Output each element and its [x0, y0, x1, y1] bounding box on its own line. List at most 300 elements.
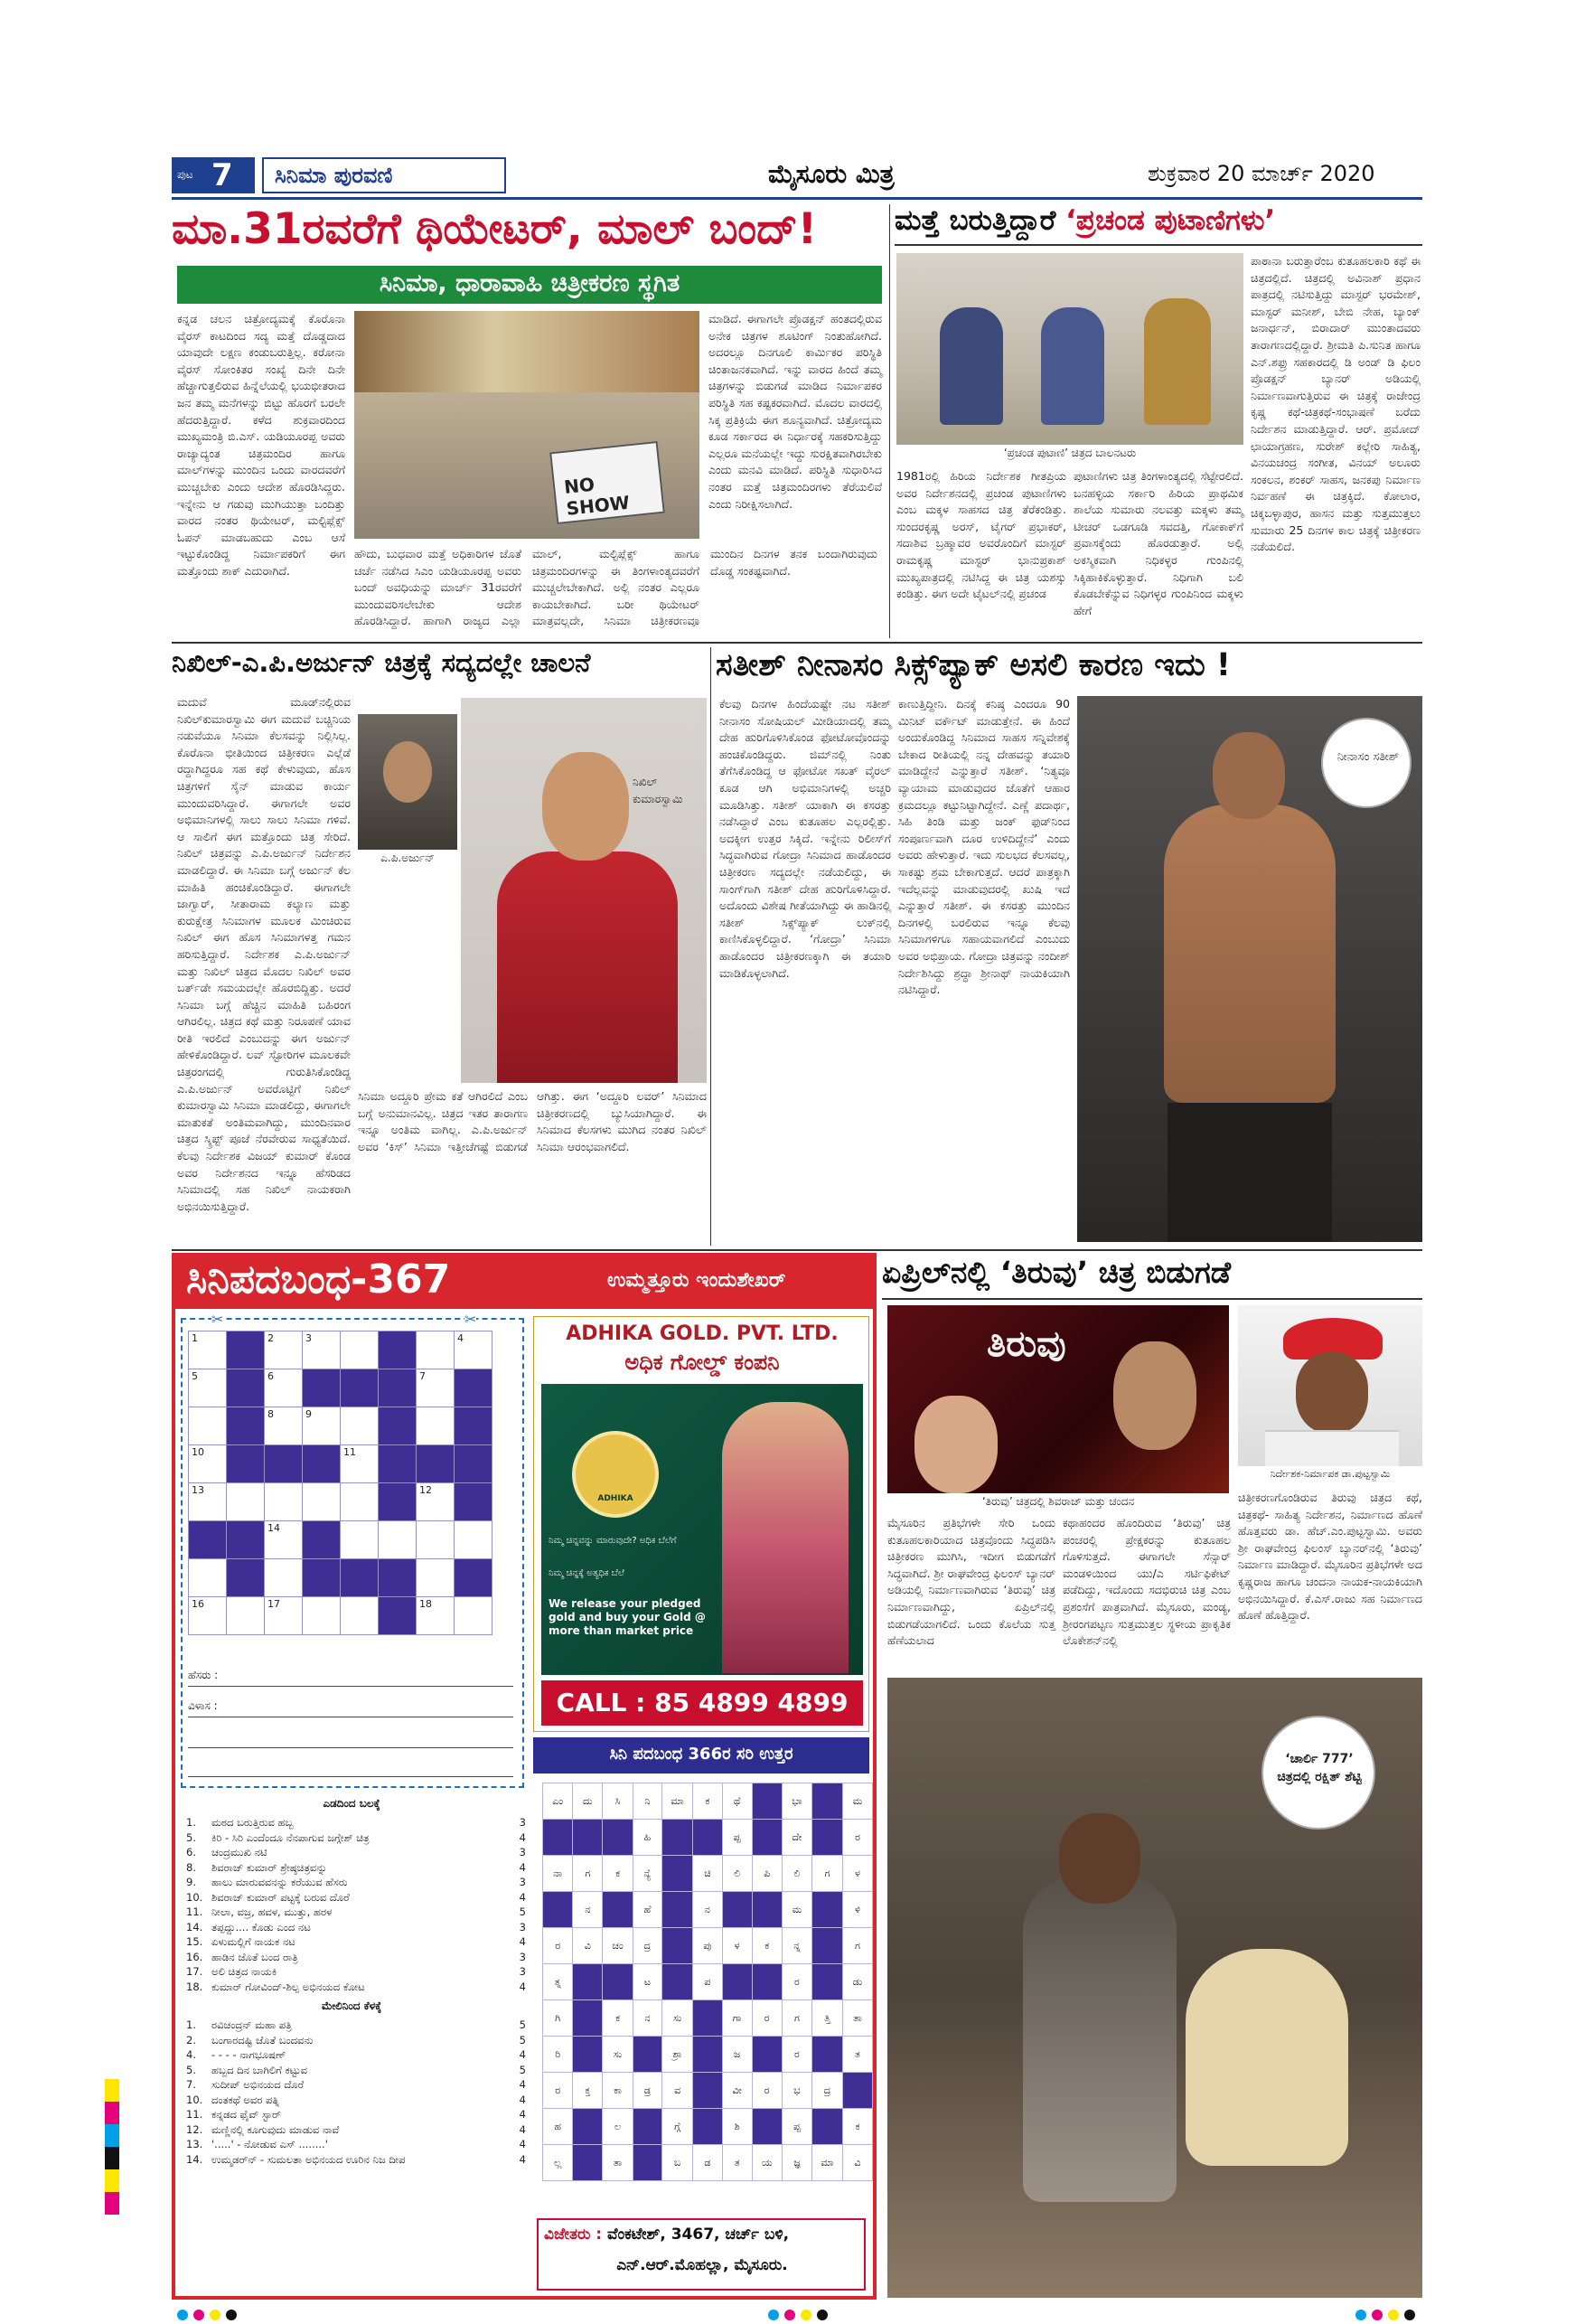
answer-cell: ಗಾ — [722, 2000, 752, 2037]
story1-col1: ಕನ್ನಡ ಚಲನ ಚಿತ್ರೋದ್ಯಮಕ್ಕೆ ಕೊರೊನಾ ವೈರಸ್ ಕಾಟದಿಂದ ಸದ್ಯ ಮತ್ತೆ ದೊಡ್ಡದಾದ ಯಾವುದೇ ಲಕ್ಷಣ ಕಂಡುಬರುತ್ತಿಲ್ಲ. ಕರೋನಾ ವೈರಸ್ ಸೋಂಕಿತರ ಸಂಖ್ಯೆ ದಿನೇ ದಿನೇ ಹೆಚ್ಚಾಗುತ್ತಲಿರುವ ಹಿನ್ನೆಲೆಯಲ್ಲಿ ಭಯಭೀತರಾದ ಜನ ತಮ್ಮ ಮನೆಗಳನ್ನು ಬಿಟ್ಟು ಹೊರಗೆ ಬರಲೇ ಹೆದರುತ್ತಿದ್ದಾರೆ. ಕಳೆದ ಶುಕ್ರವಾರದಿಂದ ಮುಖ್ಯಮಂತ್ರಿ ಬಿ.ಎಸ್. ಯಡಿಯೂರಪ್ಪ ಅವರು ರಾಜ್ಯಾದ್ಯಂತ ಚಿತ್ರಮಂದಿರ ಹಾಗೂ ಮಾಲ್‌ಗಳನ್ನು ಮುಂದಿನ ಒಂದು ವಾರದವರೆಗೆ ಮುಚ್ಚಬೇಕು ಎಂದು ಆದೇಶ ಹೊರಡಿಸಿದ್ದರು. ಇನ್ನೇನು ಆ ಗಡುವು ಮುಗಿಯುತ್ತಾ ಬಂದಿತ್ತು ವಾರದ ನಂತರ ಥಿಯೇಟರ್, ಮಲ್ಟಿಪ್ಲೆಕ್ಸ್ ಓಪನ್ ಮಾಡಬಹುದು ಎಂಬ ಆಸೆ ಇಟ್ಟುಕೊಂಡಿದ್ದ ನಿರ್ಮಾಪಕರಿಗೆ ಈಗ ಮತ್ತೊಂದು ಶಾಕ್ ಎದುರಾಗಿದೆ. — [177, 312, 345, 578]
answers-title-band — [533, 1737, 869, 1774]
answer-cell — [752, 2037, 782, 2073]
crossword-cell — [379, 1483, 417, 1521]
crossword-cell-number: 14 — [267, 1522, 280, 1534]
answer-cell: ಕ್ತ — [573, 2073, 603, 2109]
scissors-icon: ✂ — [211, 1311, 224, 1328]
answer-cell: ವಿ — [573, 1928, 603, 1964]
story4-col1: ಕೆಲವು ದಿನಗಳ ಹಿಂದೆಯಷ್ಟೇ ನಟ ಸತೀಶ್ ನೀನಾಸಂ ಸೋಷಿಯಲ್ ಮೀಡಿಯಾದಲ್ಲಿ ತಮ್ಮ ದೇಹ ಹುರಿಗೊಳಿಸಿಕೊಂಡ ಫೋಟೋವೊಂದನ್ನು ಹಂಚಿಕೊಂಡಿದ್ದರು. ಜಿಮ್‌ನಲ್ಲಿ ನಿಂತು ತೆಗೆಸಿಕೊಂಡಿದ್ದ ಆ ಫೋಟೋ ಸಖತ್ ವೈರಲ್ ಕೂಡ ಆಗಿ ಅಭಿಮಾನಿಗಳಲ್ಲಿ ಅಚ್ಚರಿ ಮೂಡಿಸಿತ್ತು. ಸತೀಶ್ ಯಾಕಾಗಿ ಈ ಕಸರತ್ತು ನಡೆಸಿದ್ದಾರೆ ಎಂಬ ಕುತೂಹಲ ಎಲ್ಲರಲ್ಲಿತ್ತು. ಅದಕ್ಕೀಗ ಉತ್ತರ ಸಿಕ್ಕಿದೆ. ಇನ್ನೇನು ರಿಲೀಸ್‌ಗೆ ಸಿದ್ಧವಾಗಿರುವ ಗೋದ್ರಾ ಸಿನಿಮಾದ ಹಾಡೊಂದರ ಚಿತ್ರೀಕರಣ ಸದ್ಯದಲ್ಲೇ ನಡೆಯಲಿದ್ದು, ಈ ಸಾಂಗ್‌ಗಾಗಿ ಸತೀಶ್ ದೇಹ ಹುರಿಗೊಳಿಸಿದ್ದಾರೆ. ಅದೊಂದು ವಿಶೇಷ ಗೀತೆಯಾಗಿದ್ದು ಈ ಹಾಡಿನಲ್ಲಿ ಸತೀಶ್ ಸಿಕ್ಸ್‌ಪ್ಯಾಕ್ ಲುಕ್‌ನಲ್ಲಿ ಕಾಣಿಸಿಕೊಳ್ಳಲಿದ್ದಾರೆ. ‘ಗೋದ್ರಾ’ ಸಿನಿಮಾ ಹಾಡೊಂದರ ಚಿತ್ರೀಕರಣಕ್ಕಾಗಿ ಈ ತಯಾರಿ ಮಾಡಿಕೊಳ್ಳಲಾಗಿದೆ. — [719, 697, 891, 980]
down-title: ಮೇಲಿನಿಂದ ಕೆಳಕ್ಕೆ — [321, 1999, 382, 2012]
answer-cell — [812, 1892, 843, 1928]
story2-side: ಪಾಠಾನಾ ಬರುತ್ತಾರೆಂಬ ಕುತೂಹಲಕಾರಿ ಕಥೆ ಈ ಚಿತ್ರದಲ್ಲಿದೆ. ಚಿತ್ರದಲ್ಲಿ ಅವಿನಾಶ್ ಪ್ರಧಾನ ಪಾತ್ರದಲ್ಲಿ ನಟಿಸುತ್ತಿದ್ದು ಮಾಸ್ಟರ್ ಭರಮೇಶ್, ಮಾಸ್ಟರ್ ಮನೀಶ್, ಬೇಬಿ ನೇಹ, ಬ್ಯಾಂಕ್ ಜನಾರ್ಧನ್, ಬಿರಾದಾರ್ ಮುಂತಾದವರು ತಾರಾಗಣದಲ್ಲಿದ್ದಾರೆ. ಶ್ರೀಮತಿ ಪಿ.ಸುನಿತ ಹಾಗೂ ಎನ್.ಶಫ್ರು ಸಹಕಾರದಲ್ಲಿ ಡಿ ಅಂಡ್ ಡಿ ಫಿಲಂ ಪ್ರೊಡಕ್ಷನ್ ಬ್ಯಾನರ್ ಅಡಿಯಲ್ಲಿ ನಿರ್ಮಾಣವಾಗುತ್ತಿರುವ ಈ ಚಿತ್ರಕ್ಕೆ ರಾಜೇಂದ್ರ ಕೃಷ್ಣ ಕಥೆ-ಚಿತ್ರಕಥೆ-ಸಂಭಾಷಣೆ ಬರೆದು ನಿರ್ದೇಶನ ಮಾಡುತ್ತಿದ್ದಾರೆ. ಆರ್. ಪ್ರಮೋದ್ ಛಾಯಾಗ್ರಹಣ, ಸುರೇಶ್ ಕಲ್ಲೇರಿ ಸಾಹಿತ್ಯ, ವಿನಯಚಂದ್ರ ಸಂಗೀತ, ವಿನಯ್ ಅಲೂರು ಸಂಕಲನ, ಶಂಕರ್ ಸಾಹಸ, ಜನಕಪು ನಿರ್ಮಾಣ ನಿರ್ವಹಣೆ ಈ ಚಿತ್ರಕ್ಕಿದೆ. ಕೋಲಾರ, ಚಿಕ್ಕಬಳ್ಳಾಪುರ, ಹಾಸನ ಮತ್ತು ಸುತ್ತಮುತ್ತಲು ಸುಮಾರು 25 ದಿನಗಳ ಕಾಲ ಚಿತ್ರಕ್ಕೆ ಚಿತ್ರೀಕರಣ ನಡೆಯಲಿದೆ. — [1251, 254, 1421, 554]
tiruvu-poster — [887, 1305, 1229, 1493]
page-label: ಪುಟ — [177, 168, 193, 181]
answer-cell — [722, 1964, 752, 2000]
tiruvu-poster-caption: ‘ತಿರುವು’ ಚಿತ್ರದಲ್ಲಿ ಶಿವರಾಜ್ ಮತ್ತು ಚಂದನ — [887, 1495, 1229, 1511]
answer-cell: ಸು — [603, 2037, 633, 2073]
crossword-cell — [265, 1369, 303, 1407]
address-label: ವಿಳಾಸ : — [188, 1699, 218, 1712]
crossword-cell — [227, 1521, 265, 1559]
clue-item — [186, 2018, 526, 2033]
answer-cell — [603, 1892, 633, 1928]
clue-length: 3 — [519, 1950, 526, 1963]
crossword-cell — [341, 1445, 379, 1483]
answer-cell — [633, 2037, 661, 2073]
answer-cell: ನ್ಯೆ — [633, 1856, 661, 1892]
answer-cell — [603, 1820, 633, 1856]
crossword-cell — [227, 1331, 265, 1369]
clue-item — [186, 2107, 526, 2122]
clue-length: 4 — [519, 1980, 526, 1993]
address-line — [188, 1696, 513, 1717]
answer-cell: ವೀ — [722, 2073, 752, 2109]
crossword-cell — [265, 1483, 303, 1521]
answer-cell: ಎಂ — [543, 1783, 573, 1820]
clue-number: 6. — [186, 1846, 196, 1858]
crossword-cell — [417, 1445, 455, 1483]
answer-cell: ರ — [543, 1928, 573, 1964]
winner-label: ವಿಜೇತರು : — [544, 2225, 603, 2244]
crossword-cell-number: 7 — [419, 1370, 426, 1382]
answer-cell — [603, 1964, 633, 2000]
clue-number: 17. — [186, 1965, 203, 1978]
story1-photo — [354, 311, 699, 539]
answer-cell: ಲಿ — [722, 1856, 752, 1892]
answer-cell: ರ — [842, 1820, 872, 1856]
answer-cell: ನ್ನ — [782, 1928, 811, 1964]
answer-cell: ತ — [722, 2145, 752, 2181]
clue-number: 1. — [186, 2018, 196, 2031]
clue-number: 11. — [186, 1905, 203, 1918]
answer-cell: ನ — [573, 1892, 603, 1928]
nikhil-photo — [461, 698, 707, 1083]
clue-item — [186, 1934, 526, 1950]
crossword-cell — [417, 1521, 455, 1559]
crossword-cell — [455, 1559, 492, 1597]
clue-length: 3 — [519, 1846, 526, 1858]
crossword-cell — [417, 1483, 455, 1521]
column-divider-top — [889, 204, 890, 638]
answer-cell — [752, 1964, 782, 2000]
clue-text: ಕನ್ನಡದ ಫೈವ್ ಸ್ಟಾರ್ — [211, 2108, 281, 2121]
answer-cell — [573, 2037, 603, 2073]
ad-call-band — [541, 1680, 863, 1726]
clue-length: 4 — [519, 2138, 526, 2150]
answer-cell: ಕ — [603, 2000, 633, 2037]
crossword-cell-number: 3 — [305, 1332, 312, 1344]
crossword-cell — [341, 1407, 379, 1445]
clue-text: ಬಂಗಾರದಷ್ಟಿ ಜೊತೆ ಬಂದವನು — [211, 2033, 314, 2046]
answer-cell: ಡ್ರ — [633, 2073, 661, 2109]
answer-cell: ಬ — [662, 2145, 693, 2181]
adhika-emblem — [572, 1431, 659, 1518]
answer-cell: ಶಿ — [722, 2109, 752, 2145]
answer-cell — [812, 2109, 843, 2145]
winner-line-2: ಎನ್.ಆರ್.ಮೊಹಲ್ಲಾ, ಮೈಸೂರು. — [616, 2256, 788, 2274]
clue-number: 5. — [186, 1830, 196, 1844]
crossword-cell — [189, 1331, 227, 1369]
crossword-cell — [341, 1559, 379, 1597]
clue-text: ಕುಮಾರ್ ಗೋವಿಂದ್-ಶಿಲ್ಪ ಅಭಿನಯದ ಕೋಟ — [211, 1980, 365, 1993]
story2-col2: ಪುಟಾಣಿಗಳು ಚಿತ್ರ ತಿಂಗಳಾಂತ್ಯದಲ್ಲಿ ಸೆಟ್ಟೇರಲಿದೆ. ಬನಹಳ್ಳಿಯ ಸರ್ಕಾರಿ ಹಿರಿಯ ಪ್ರಾಥಮಿಕ ಶಾಲೆಯ ಸುಮಾರು ನಲವತ್ತು ಮಕ್ಕಳು ತಮ್ಮ ಟೀಚರ್ ಒಡಗೂಡಿ ಸವದತ್ತಿ, ಗೋಕಾಕ್‌ಗೆ ಪ್ರವಾಸಕ್ಕೆಂದು ಹೊರಡುತ್ತಾರೆ. ಅಲ್ಲಿ ಅಕಸ್ಮಿಕವಾಗಿ ನಿಧಿಕಳ್ಳರ ಗುಂಪಿನಲ್ಲಿ ಸಿಕ್ಕಿಹಾಕಿಕೊಳ್ಳುತ್ತಾರೆ. ನಿಧಿಗಾಗಿ ಬಲಿ ಕೊಡಬೇಕೆನ್ನುವ ನಿಧಿಗಳ್ಳರ ಗುಂಪಿನಿಂದ ಮಕ್ಕಳು ಹೇಗೆ — [1074, 469, 1243, 617]
story2-col1: 1981ರಲ್ಲಿ ಹಿರಿಯ ನಿರ್ದೇಶಕ ಗೀತಪ್ರಿಯ ಅವರ ನಿರ್ದೇಶನದಲ್ಲಿ ಪ್ರಚಂಡ ಪುಟಾಣಿಗಳು ಎಂಬ ಮಕ್ಕಳ ಸಾಹಸದ ಚಿತ್ರ ತೆರೆಕಂಡಿತ್ತು. ಸುಂದರಕೃಷ್ಣ ಅರಸ್, ಟೈಗರ್ ಪ್ರಭಾಕರ್, ಸದಾಶಿವ ಬ್ರಹ್ಮಾವರ ಅವರೊಂದಿಗೆ ಮಾಸ್ಟರ್ ರಾಮಕೃಷ್ಣ ಮಾಸ್ಟರ್ ಭಾನುಪ್ರಕಾಶ್ ಮುಖ್ಯಪಾತ್ರದಲ್ಲಿ ನಟಿಸಿದ್ದ ಈ ಚಿತ್ರ ಯಶಸ್ಸು ಕಂಡಿತ್ತು. ಈಗ ಅದೇ ಟೈಟಲ್‌ನಲ್ಲಿ ಪ್ರಚಂಡ — [896, 469, 1066, 601]
crossword-cell — [227, 1559, 265, 1597]
registration-dots-left — [177, 2307, 242, 2324]
answer-cell: ಯ — [752, 2145, 782, 2181]
clue-number: 14. — [186, 2152, 203, 2166]
crossword-cell — [417, 1597, 455, 1635]
answer-cell: ಭಾ — [782, 1783, 811, 1820]
clue-item — [186, 1964, 526, 1980]
answer-cell — [752, 1783, 782, 1820]
crossword-cell — [455, 1331, 492, 1369]
crossword-cell-number: 10 — [192, 1446, 204, 1458]
clue-number: 13. — [186, 2138, 203, 2150]
clue-item — [186, 2047, 526, 2063]
clue-number: 1. — [186, 1816, 196, 1829]
clue-text: ಹಾಡಿನ ಜೊತೆ ಬಂದ ರಾತ್ರಿ — [211, 1950, 298, 1963]
clue-length: 4 — [519, 2152, 526, 2166]
crossword-panel — [172, 1253, 877, 2300]
actress-face — [914, 1396, 998, 1493]
answer-cell: ತಾ — [842, 2000, 872, 2037]
answer-cell: ತಾ — [603, 2145, 633, 2181]
answer-cell: ನ — [693, 1892, 723, 1928]
answer-cell — [752, 2109, 782, 2145]
clue-length: 4 — [519, 2122, 526, 2136]
charlie-badge — [1261, 1716, 1375, 1830]
clue-number: 10. — [186, 2093, 203, 2106]
actor-face — [1113, 1341, 1196, 1450]
answer-cell: ನಾ — [543, 1856, 573, 1892]
clue-text: ಮಠದ ಬರುತ್ತಿರುವ ಹಬ್ಬ — [211, 1816, 294, 1829]
director-photo — [1238, 1305, 1422, 1466]
crossword-cell-number: 18 — [419, 1598, 432, 1610]
clue-number: 12. — [186, 2122, 203, 2136]
nikhil-shirt — [497, 852, 678, 1083]
crossword-cell-number: 16 — [192, 1598, 204, 1610]
answer-cell: ತ್ತಿ — [812, 2000, 843, 2037]
answer-cell — [752, 1820, 782, 1856]
section-name-box — [262, 157, 506, 193]
issue-date: ಶುಕ್ರವಾರ 20 ಮಾರ್ಚ್ 2020 — [1148, 161, 1375, 186]
crossword-cell — [303, 1407, 341, 1445]
crossword-cell — [379, 1445, 417, 1483]
clue-text: ಹಬ್ಬದ ದಿನ ಬಾಗಿಲಿಗೆ ಕಟ್ಟುವ — [211, 2063, 308, 2076]
answer-cell — [543, 1892, 573, 1928]
paper-name: ಮೈಸೂರು ಮಿತ್ರ — [768, 159, 895, 189]
story1-col2a: ಹೌದು, ಬುಧವಾರ ಮತ್ತೆ ಅಧಿಕಾರಿಗಳ ಜೊತೆ ಚರ್ಚೆ ನಡೆಸಿದ ಸಿಎಂ ಯಡಿಯೂರಪ್ಪ ಅವರು ಬಂದ್ ಅವಧಿಯನ್ನು ಮಾರ್ಚ್ 31ರವರೆಗೆ ಮುಂದುವರಿಸಲೇಬೇಕು ಆದೇಶ ಹೊರಡಿಸಿದ್ದಾರೆ. ಹಾಗಾಗಿ ರಾಜ್ಯದ ಎಲ್ಲಾ ಮಾಲ್, ಮಲ್ಟಿಪ್ಲೆಕ್ಸ್ ಹಾಗೂ ಚಿತ್ರಮಂದಿರಗಳನ್ನು ಈ ತಿಂಗಳಾಂತ್ಯದವರೆಗೆ ಮುಚ್ಚಲೇಬೇಕಾಗಿದೆ. ಅಲ್ಲಿ ನಂತರ ಎಲ್ಲರೂ ಕಾಯಬೇಕಾಗಿದೆ. ಬರೀ ಥಿಯೇಟರ್ ಮಾತ್ರವಲ್ಲದೇ, ಸಿನಿಮಾ ಚಿತ್ರೀಕರಣವೂ ಮುಂದಿನ ದಿನಗಳ ತನಕ ಬಂದಾಗಿರುವುದು ದೊಡ್ಡ ಸಂಕಷ್ಟವಾಗಿದೆ. — [354, 547, 877, 628]
crossword-cell-number: 13 — [192, 1484, 204, 1496]
answer-cell: ದು — [573, 1783, 603, 1820]
answer-cell — [693, 2109, 723, 2145]
answer-cell: ವಿ — [842, 2145, 872, 2181]
answer-cell: ನ — [633, 2000, 661, 2037]
masthead — [172, 157, 1422, 193]
story2-photo — [896, 253, 1243, 445]
crossword-cell — [265, 1521, 303, 1559]
clue-item — [186, 1830, 526, 1846]
answer-cell — [693, 2037, 723, 2073]
crossword-cell — [417, 1369, 455, 1407]
answer-cell: ಪಿ — [752, 1856, 782, 1892]
crossword-cell-number: 12 — [419, 1484, 432, 1496]
crossword-cell-number: 6 — [267, 1370, 274, 1382]
answer-cell: ಗ — [812, 1856, 843, 1892]
charlie-label: ‘ಚಾರ್ಲಿ 777’ ಚಿತ್ರದಲ್ಲಿ ರಕ್ಷಿತ್ ಶೆಟ್ಟಿ — [1277, 1752, 1362, 1784]
crossword-title: ಸಿನಿಪದಬಂಧ-367 — [186, 1256, 451, 1303]
story5-col1: ಮೈಸೂರಿನ ಪ್ರತಿಭೆಗಳೇ ಸೇರಿ ಒಂದು ಕುತೂಹಲಕಾರಿಯಾದ ಚಿತ್ರವೊಂದು ಸಿದ್ಧಪಡಿಸಿ ಚಿತ್ರೀಕರಣ ಮುಗಿಸಿ, ಇದೀಗ ಬಿಡುಗಡೆಗೆ ಸಿದ್ಧವಾಗಿದೆ. ಶ್ರೀ ರಾಘವೇಂದ್ರ ಫಿಲಂಸ್ ಬ್ಯಾನರ್ ಅಡಿಯಲ್ಲಿ ನಿರ್ಮಾಣವಾಗಿರುವ ‘ತಿರುವು’ ಚಿತ್ರ ನಿರ್ಮಾಣವಾಗಿದ್ದು, ಏಪ್ರಿಲ್‌ನಲ್ಲಿ ಬಿಡುಗಡೆಯಾಗಲಿದೆ. ಒಂದು ಕೊಲೆಯ ಸುತ್ತ ಹೆಣೆಯಲಾದ — [887, 1516, 1055, 1648]
ad-kn-line1: ನಿಮ್ಮ ಚಿನ್ನವನ್ನು ಮಾರುವುದೇ? ಅಧಿಕ ಬೆಲೆಗೆ — [549, 1536, 677, 1546]
answer-cell — [573, 1820, 603, 1856]
answer-cell: ರ — [752, 2073, 782, 2109]
crossword-cell-number: 11 — [343, 1446, 356, 1458]
answer-cell: ಲಿ — [782, 1856, 811, 1892]
name-line — [188, 1665, 513, 1687]
story1-headline: ಮಾ.31ರವರೆಗೆ ಥಿಯೇಟರ್, ಮಾಲ್ ಬಂದ್! — [172, 204, 818, 254]
winner-line-1 — [544, 2225, 860, 2244]
story2-photo-caption: ‘ಪ್ರಚಂಡ ಪುಟಾಣಿ’ ಚಿತ್ರದ ಬಾಲನಟರು — [896, 447, 1243, 463]
crossword-cell — [265, 1445, 303, 1483]
clue-number: 2. — [186, 2033, 196, 2046]
answer-cell: ಹೆ — [633, 1892, 661, 1928]
clue-item — [186, 2122, 526, 2138]
color-bar — [105, 2079, 119, 2215]
crossword-cell — [227, 1369, 265, 1407]
crossword-cell — [379, 1559, 417, 1597]
satish-head — [1213, 732, 1285, 819]
answer-cell — [543, 1820, 573, 1856]
column-divider-mid — [710, 647, 711, 1246]
story5-col3: ಚಿತ್ರೀಕರಣಗೊಂಡಿರುವ ತಿರುವು ಚಿತ್ರದ ಕಥೆ, ಚಿತ್ರಕಥೆ- ಸಾಹಿತ್ಯ ನಿರ್ದೇಶನ, ನಿರ್ಮಾಣದ ಹೊಣೆ ಹೊತ್ತವರು ಡಾ. ಹೆಚ್.ಎಂ.ಪುಟ್ಟಸ್ವಾಮಿ. ಅವರು ಶ್ರೀ ರಾಘವೇಂದ್ರ ಫಿಲಂಸ್ ಬ್ಯಾನರ್‌ನಲ್ಲಿ ‘ತಿರುವು’ ನಿರ್ಮಾಣ ಮಾಡಿದ್ದಾರೆ. ಮೈಸೂರಿನ ಪ್ರತಿಭೆಗಳೇ ಅದ ಕೃಷ್ಣರಾಜ ಹಾಗೂ ಚಂದನಾ ನಾಯಕ-ನಾಯಕಿಯಾಗಿ ಅಭಿನಯಿಸಿದ್ದಾರೆ. ಕೆ.ಎಸ್.ರಾಜು ಸಹ ನಿರ್ಮಾಣದ ಹೊಣೆ ಹೊತ್ತಿದ್ದಾರೆ. — [1238, 1491, 1422, 1623]
story2-headline-prefix: ಮತ್ತೆ ಬರುತ್ತಿದ್ದಾರೆ — [895, 204, 1056, 237]
story2-rule — [895, 244, 1422, 246]
clue-text: ಶಿವರಾಜ್ ಕುಮಾರ್ ಪಟ್ಟಕ್ಕೆ ಬರುವ ದೊರೆ — [211, 1890, 350, 1904]
clue-length: 4 — [519, 1935, 526, 1948]
clue-text: ದಂತಕಥೆ ಅವರ ಪತ್ನಿ — [211, 2093, 280, 2106]
clue-item — [186, 1905, 526, 1920]
crossword-cell — [341, 1521, 379, 1559]
arjun-caption: ಎ.ಪಿ.ಅರ್ಜುನ್ — [358, 852, 457, 868]
crossword-cell-number: 8 — [267, 1408, 274, 1420]
answer-cell: ಭ — [782, 2073, 811, 2109]
answer-cell — [693, 2000, 723, 2037]
crossword-cell — [189, 1445, 227, 1483]
satish-torso — [1164, 804, 1336, 1103]
crossword-cell — [303, 1445, 341, 1483]
ad-call: CALL : 85 4899 4899 — [556, 1688, 849, 1717]
crossword-cell-number: 17 — [267, 1598, 280, 1610]
clue-text: ನೀಲಾ, ವಜ್ರ, ಹವಳ, ಮುತ್ತು, ಹರಳ — [211, 1905, 333, 1918]
crossword-cell-number: 4 — [457, 1332, 464, 1344]
clue-number: 5. — [186, 2063, 196, 2076]
answer-cell — [722, 1892, 752, 1928]
registration-dots-right — [1355, 2307, 1421, 2324]
registration-dots-mid — [768, 2307, 833, 2324]
answer-cell — [633, 2109, 661, 2145]
no-show-text: NO SHOW — [563, 473, 631, 520]
clue-item — [186, 1860, 526, 1876]
answer-cell: ಮ — [782, 1892, 811, 1928]
story4-col2: ಕಾಣುತ್ತಿದ್ದೀನಿ. ದಿನಕ್ಕೆ ಕನಿಷ್ಠ ಎಂದರೂ 90 ಮಿನಿಟ್ ವರ್ಕೌಟ್ ಮಾಡುತ್ತೇನೆ. ಈ ಹಿಂದೆ ಅಂದುಕೊಂಡಿದ್ದ ಸಿನಿಮಾದ ಸಾಹಸ ಸನ್ನಿವೇಶಕ್ಕೆ ಬೇಕಾದ ರೀತಿಯಲ್ಲಿ ನನ್ನ ದೇಹವನ್ನು ತಯಾರಿ ಮಾಡಿದ್ದೇನೆ ಎನ್ನುತ್ತಾರೆ ಸತೀಶ್. ‘ನಿತ್ಯವೂ ವ್ಯಾಯಾಮ ಮಾಡುವುದರ ಜೊತೆಗೆ ಆಹಾರ ಕ್ರಮದಲ್ಲೂ ಕಟ್ಟುನಿಟ್ಟಾಗಿದ್ದೇನೆ. ಎಣ್ಣೆ ಪದಾರ್ಥ, ಸಿಹಿ ತಿಂಡಿ ಮತ್ತು ಜಂಕ್ ಫುಡ್‌ನಿಂದ ಸಂಪೂರ್ಣವಾಗಿ ದೂರ ಉಳಿದಿದ್ದೇನೆ’ ಎಂದು ಅವರು ಹೇಳುತ್ತಾರೆ. ಇದು ಸುಲಭದ ಕೆಲಸವಲ್ಲ, ಸಾಕಷ್ಟು ಶ್ರಮ ಬೇಕಾಗುತ್ತದೆ. ಆದರೆ ಪಾತ್ರಕ್ಕಾಗಿ ಇದೆಲ್ಲವನ್ನು ಮಾಡುವುದರಲ್ಲಿ ಖುಷಿ ಇದೆ ಎನ್ನುತ್ತಾರೆ ಸತೀಶ್. ಈ ಕಸರತ್ತು ಮುಂದಿನ ದಿನಗಳಲ್ಲಿ ಬರಲಿರುವ ಇನ್ನೂ ಕೆಲವು ಸಿನಿಮಾಗಳಿಗೂ ಸಹಾಯವಾಗಲಿದೆ ಎಂಬುದು ಅವರ ಅಭಿಪ್ರಾಯ. ಗೋದ್ರಾ ಚಿತ್ರವನ್ನು ನಂದೀಶ್ ನಿರ್ದೇಶಿಸಿದ್ದು ಶ್ರದ್ಧಾ ಶ್ರೀನಾಥ್ ನಾಯಕಿಯಾಗಿ ನಟಿಸಿದ್ದಾರೆ. — [898, 697, 1070, 997]
crossword-cell — [303, 1369, 341, 1407]
answer-cell: ಚಿ — [693, 1856, 723, 1892]
crossword-cell — [379, 1521, 417, 1559]
clue-length: 3 — [519, 1965, 526, 1978]
answer-cell: ಗಿ — [543, 2000, 573, 2037]
clue-number: 18. — [186, 1980, 203, 1993]
crossword-grid — [188, 1331, 492, 1635]
answer-cell — [573, 2000, 603, 2037]
answer-cell — [693, 1820, 723, 1856]
answer-cell: ಪ್ಪ — [722, 1820, 752, 1856]
answer-cell: ಕ — [752, 1928, 782, 1964]
crossword-cell — [341, 1369, 379, 1407]
crossword-cell-number: 5 — [192, 1370, 198, 1382]
winner-box — [537, 2218, 866, 2291]
crossword-cell — [303, 1559, 341, 1597]
child-figure-3 — [1144, 298, 1211, 425]
clue-number: 16. — [186, 1950, 203, 1963]
answer-cell: ಮಾ — [812, 2145, 843, 2181]
clue-text: - - - - ನಾಗಭೂಷಣ್ — [211, 2048, 286, 2061]
clue-item — [186, 1920, 526, 1935]
section-name: ಸಿನಿಮಾ ಪುರವಣಿ — [275, 163, 393, 188]
clue-number: 10. — [186, 1890, 203, 1904]
answer-cell: ದ್ರ — [812, 2073, 843, 2109]
satish-label: ನೀನಾಸಂ ಸತೀಶ್ — [1336, 750, 1400, 764]
crossword-cell — [189, 1483, 227, 1521]
answer-cell: ಗ — [782, 2000, 811, 2037]
crossword-cell — [379, 1407, 417, 1445]
answer-cell — [662, 1892, 693, 1928]
ad-company-kn: ಅಧಿಕ ಗೋಲ್ಡ್ ಕಂಪನಿ — [624, 1350, 780, 1375]
crossword-cell-number: 2 — [267, 1332, 274, 1344]
clue-length: 5 — [519, 1905, 526, 1918]
crossword-cell — [189, 1597, 227, 1635]
clue-length: 5 — [519, 2033, 526, 2046]
answer-cell: ಳಿ — [842, 1892, 872, 1928]
clue-item — [186, 1950, 526, 1965]
clue-text: '.....' - ನೋಡುವ ಎಸ್ ........' — [211, 2138, 328, 2150]
clue-length: 4 — [519, 2078, 526, 2091]
clue-item — [186, 1980, 526, 1995]
answer-cell: ಪ್ಪ — [782, 2109, 811, 2145]
clue-text: ಅಲಿ ಚಿತ್ರದ ನಾಯಕಿ — [211, 1965, 277, 1978]
answer-cell: ಜ — [722, 2037, 752, 2073]
answer-cell — [812, 1928, 843, 1964]
story2-headline-quote: ‘ಪ್ರಚಂಡ ಪುಟಾಣಿಗಳು’ — [1065, 204, 1276, 237]
crossword-cell — [455, 1369, 492, 1407]
satish-trousers — [1168, 1103, 1332, 1242]
clue-text: ಕಿರಿ - ಸಿರಿ ಎಂದೆಂದೂ ನೆನಪಾಗುವ ಜಗ್ಗೇಶ್ ಚಿತ್ರ — [211, 1830, 370, 1844]
crossword-cell — [379, 1369, 417, 1407]
rakshit-head — [1059, 1813, 1140, 1904]
crossword-cell — [303, 1521, 341, 1559]
crossword-cell — [265, 1407, 303, 1445]
winner-text: ವೆಂಕಟೇಶ್, 3467, ಚರ್ಚ್ ಬಳಿ, — [607, 2225, 790, 2244]
nikhil-caption-text: ನಿಖಿಲ್ ಕುಮಾರಸ್ವಾಮಿ — [633, 776, 683, 805]
crossword-cell — [265, 1597, 303, 1635]
theatre-facade — [354, 311, 699, 392]
clue-length: 4 — [519, 2048, 526, 2061]
clue-item — [186, 1845, 526, 1860]
arjun-face — [383, 741, 432, 803]
crossword-cell — [303, 1597, 341, 1635]
across-title: ಎಡದಿಂದ ಬಲಕ್ಕೆ — [323, 1797, 380, 1810]
crossword-cell — [265, 1559, 303, 1597]
story1-subhead-band — [177, 266, 882, 304]
answer-cell — [662, 1820, 693, 1856]
no-show-board — [549, 441, 665, 524]
clue-item — [186, 2077, 526, 2093]
name-label: ಹೆಸರು : — [188, 1669, 219, 1681]
crossword-header — [175, 1256, 873, 1309]
crossword-cell — [341, 1483, 379, 1521]
answer-cell: ಶ್ರಾ — [662, 2037, 693, 2073]
answer-cell: ಚಂ — [603, 1928, 633, 1964]
address-line-3 — [188, 1755, 513, 1777]
clue-text: ರವಿಚಂದ್ರನ್ ಮಹಾ ಪತ್ರಿ — [211, 2018, 292, 2031]
clue-number: 15. — [186, 1935, 203, 1948]
crossword-cell — [227, 1445, 265, 1483]
answer-cell — [573, 1964, 603, 2000]
clue-length: 3 — [519, 1876, 526, 1888]
scissors-icon: ✂ — [464, 1311, 477, 1328]
crossword-cell — [455, 1445, 492, 1483]
crossword-cell — [227, 1597, 265, 1635]
across-clues — [186, 1815, 526, 1994]
answer-cell — [812, 1820, 843, 1856]
clue-length: 4 — [519, 1830, 526, 1844]
clue-length: 4 — [519, 1890, 526, 1904]
crossword-cell — [455, 1521, 492, 1559]
page-number-box — [172, 157, 255, 193]
clue-number: 8. — [186, 1860, 196, 1874]
answer-cell: ಳ — [842, 1856, 872, 1892]
answer-cell: ಕ — [603, 1856, 633, 1892]
answers-title: ಸಿನಿ ಪದಬಂಧ 366ರ ಸರಿ ಉತ್ತರ — [609, 1745, 793, 1764]
clue-text: ಸುದೀಪ್ ಅಭಿನಯದ ದೊರೆ — [211, 2078, 305, 2091]
answer-grid — [542, 1783, 873, 2181]
answer-cell: ಜ್ಞ — [782, 2145, 811, 2181]
answer-cell: ಕ — [842, 2109, 872, 2145]
answer-cell: ರ — [782, 2037, 811, 2073]
clue-length: 3 — [519, 1920, 526, 1934]
ad-kn-line2: ನಿಮ್ಮ ಚಿನ್ನಕ್ಕೆ ಅತ್ಯಧಿಕ ಬೆಲೆ — [549, 1568, 624, 1578]
story3-col1: ಮದುವೆ ಮೂಡ್‌ನಲ್ಲಿರುವ ನಿಖಿಲ್‌ಕುಮಾರಸ್ವಾಮಿ ಈಗ ಮದುವೆ ಬಚ್ಚಿನಿಯ ನಡುವೆಯೂ ಸಿನಿಮಾ ಕೆಲಸವನ್ನು ನಿಲ್ಲಿಸಿಲ್ಲ. ಕೊರೊನಾ ಭೀತಿಯಿಂದ ಚಿತ್ರೀಕರಣ ಎಲ್ಲೆಡೆ ರದ್ದಾಗಿದ್ದರೂ ಸಹ ಕಥೆ ಕೇಳುವುದು, ಹೊಸ ಚಿತ್ರಗಳಿಗೆ ಸೈನ್ ಮಾಡುವ ಕಾರ್ಯ ಮುಂದುವರಿಸಿದ್ದಾರೆ. ಈಗಾಗಲೇ ಅವರ ಅಭಿಮಾನಿಗಳಲ್ಲಿ ಸಾಲು ಸಾಲು ಸಿನಿಮಾ ಗಳಿವೆ. ಆ ಸಾಲಿಗೆ ಈಗ ಮತ್ತೊಂದು ಚಿತ್ರ ಸೇರಿದೆ. ನಿಖಿಲ್ ಚಿತ್ರವನ್ನು ಎ.ಪಿ.ಅರ್ಜುನ್ ನಿರ್ದೇಶನ ಮಾಡಲಿದ್ದಾರೆ. ಈ ಸಿನಿಮಾ ಬಗ್ಗೆ ಅರ್ಜುನ್ ಕೆಲ ಮಾಹಿತಿ ಹಂಚಿಕೊಂಡಿದ್ದಾರೆ. ಈಗಾಗಲೇ ಜಾಗ್ವಾರ್, ಸೀತಾರಾಮ ಕಲ್ಯಾಣ ಮತ್ತು ಕುರುಕ್ಷೇತ್ರ ಸಿನಿಮಾಗಳ ಮೂಲಕ ಮಿಂಚಿರುವ ನಿಖಿಲ್ ಈಗ ಹೊಸ ಸಿನಿಮಾಗಳತ್ತ ಗಮನ ಹರಿಸುತ್ತಿದ್ದಾರೆ. ನಿರ್ದೇಶಕ ಎ.ಪಿ.ಅರ್ಜುನ್ ಮತ್ತು ನಿಖಿಲ್ ಚಿತ್ರದ ಮೊದಲ ನಿಖಿಲ್ ಅವರ ಬರ್ತ್‌ಡೇ ಸಮಯದಲ್ಲೇ ಹೊರಬಿದ್ದಿತ್ತು. ಅದರೆ ಸಿನಿಮಾ ಬಗ್ಗೆ ಹೆಚ್ಚಿನ ಮಾಹಿತಿ ಬಹಿರಂಗ ಆಗಿರಲಿಲ್ಲ. ಚಿತ್ರದ ಕಥೆ ಮತ್ತು ನಿರೂಪಣೆ ಯಾವ ರೀತಿ ಇರಲಿದೆ ಎಂಬುದನ್ನು ಈಗ ಅರ್ಜುನ್ ಹೇಳಿಕೊಂಡಿದ್ದಾರೆ. ಲವ್ ಸ್ಟೋರಿಗಳ ಮೂಲಕವೇ ಚಿತ್ರರಂಗದಲ್ಲಿ ಗುರುತಿಸಿಕೊಂಡಿದ್ದ ಎ.ಪಿ.ಅರ್ಜುನ್ ಅವರೊಟ್ಟಿಗೆ ನಿಖಿಲ್ ಕುಮಾರಸ್ವಾಮಿ ಸಿನಿಮಾ ಮಾಡಲಿದ್ದು, ಈಗಾಗಲೇ ಮಾತುಕತೆ ಅಂತಿಮವಾಗಿದ್ದು, ಮುಂದಿನವಾರ ಚಿತ್ರದ ಸ್ಕ್ರಿಪ್ಟ್ ಪೂಜೆ ನೆರವೇರುವ ಸಾಧ್ಯತೆಯಿದೆ. ಕೆಲವು ನಿರ್ದೇಶಕ ವಿಜಯ್ ಕುಮಾರ್ ಕೊಂಡ ಅವರ ನಿರ್ದೇಶನದ ಇನ್ನೂ ಹೆಸರಿಡದ ಸಿನಿಮಾದಲ್ಲಿ ಸಹ ನಿಖಿಲ್ ನಾಯಕರಾಗಿ ಅಭಿನಯಿಸುತ್ತಿದ್ದಾರೆ. — [177, 695, 351, 1213]
answer-cell: ದ್ರ — [633, 1928, 661, 1964]
section-rule-2 — [172, 1249, 1422, 1251]
crossword-cell — [303, 1331, 341, 1369]
clue-item — [186, 2137, 526, 2152]
story3-col2: ಸಿನಿಮಾ ಅದ್ದೂರಿ ಪ್ರೇಮ ಕತೆ ಆಗಿರಲಿದೆ ಎಂಬ ಬಗ್ಗೆ ಅನುಮಾನವಿಲ್ಲ. ಚಿತ್ರದ ಇತರ ತಾರಾಗಣ ಇನ್ನೂ ಅಂತಿಮ ವಾಗಿಲ್ಲ. ಎ.ಪಿ.ಅರ್ಜುನ್ ಅವರ ‘ಕಿಸ್’ ಸಿನಿಮಾ ಇತ್ತೀಚೆಗಷ್ಟೆ ಬಿಡುಗಡೆ ಆಗಿತ್ತು. ಈಗ ‘ಅದ್ದೂರಿ ಲವರ್’ ಸಿನಿಮಾದ ಚಿತ್ರೀಕರಣದಲ್ಲಿ ಬ್ಯುಸಿಯಾಗಿದ್ದಾರೆ. ಈ ಸಿನಿಮಾದ ಕೆಲಸಗಳು ಮುಗಿದ ನಂತರ ನಿಖಿಲ್ ಸಿನಿಮಾ ಆರಂಭವಾಗಲಿದೆ. — [358, 1089, 707, 1153]
answer-cell: ಡು — [842, 1964, 872, 2000]
address-line-2 — [188, 1727, 513, 1748]
story1-subhead: ಸಿನಿಮಾ, ಧಾರಾವಾಹಿ ಚಿತ್ರೀಕರಣ ಸ್ಥಗಿತ — [379, 269, 680, 297]
ad-model — [722, 1402, 849, 1673]
down-clues — [186, 2018, 526, 2167]
clue-length: 4 — [519, 1860, 526, 1874]
clue-number: 11. — [186, 2108, 203, 2121]
answer-cell: ರ — [752, 2000, 782, 2037]
clue-text: ತಪ್ಪದ್ದು.... ಕೊಡು ಎಂದ ನಟ — [211, 1920, 311, 1934]
crossword-cell — [417, 1559, 455, 1597]
crossword-cell — [189, 1559, 227, 1597]
answer-cell: ಮಾ — [662, 1783, 693, 1820]
answer-cell: ರ — [782, 1964, 811, 2000]
answer-cell: ಹ — [543, 2109, 573, 2145]
